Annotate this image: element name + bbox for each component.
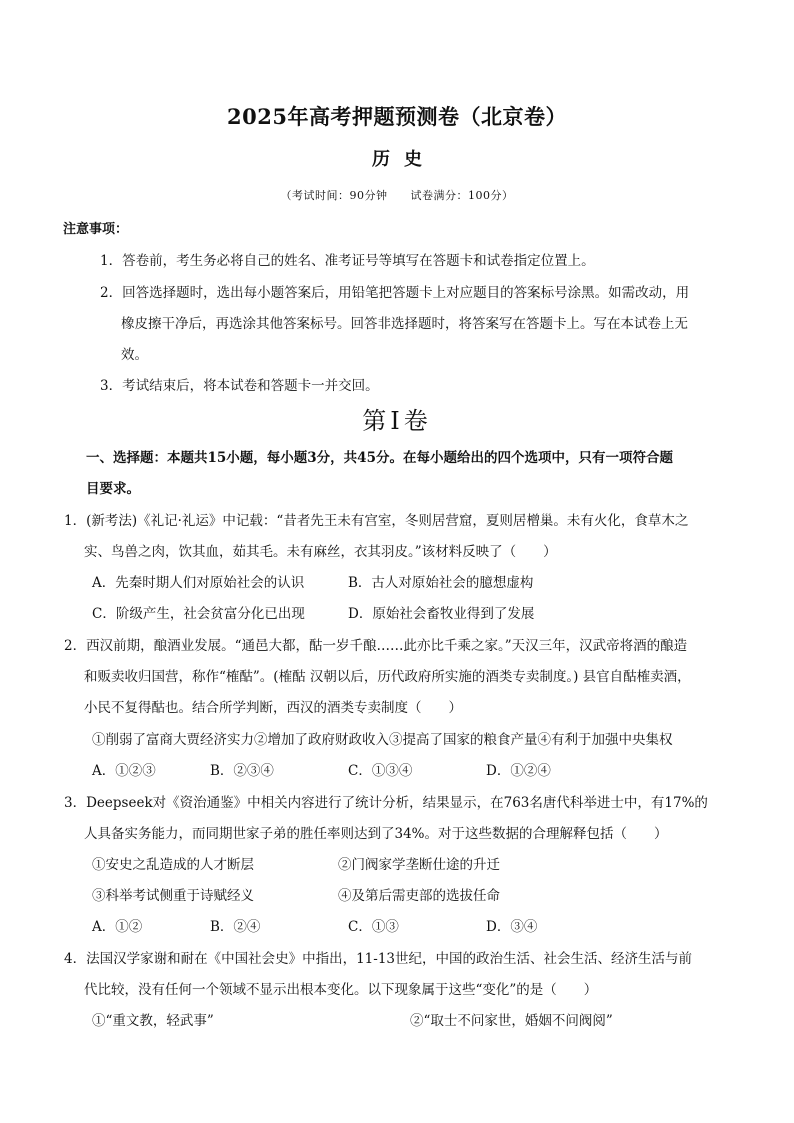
question-2-option-a: A．①②③ <box>92 763 156 779</box>
exam-info: （考试时间：90分钟 试卷满分：100分） <box>280 189 514 202</box>
question-1-line-1: 1．(新考法)《礼记·礼运》中记载：“昔者先王未有宫室，冬则居营窟，夏则居橧巢。未有火化，食草木之 <box>64 513 689 529</box>
section-instruction: 一、选择题：本题共15小题，每小题3分，共45分。在每小题给出的四个选项中，只有一项符合题 <box>86 450 673 466</box>
question-3-option-a: A．①② <box>92 919 143 935</box>
question-4-statement-2: ②“取士不问家世，婚姻不问阀阅” <box>410 1013 613 1029</box>
question-2-line-2: 和贩卖收归国营，称作“榷酤”。(榷酤 汉朝以后，历代政府所实施的酒类专卖制度。) 县官自酤榷卖酒， <box>84 669 691 685</box>
question-3-statement-2: ②门阀家学垄断仕途的升迁 <box>338 857 500 873</box>
question-3-statement-1: ①安史之乱造成的人才断层 <box>92 857 254 873</box>
question-4-statement-1: ①“重文教，轻武事” <box>92 1013 214 1029</box>
question-3-option-b: B．②④ <box>210 919 261 935</box>
notice-item-1: 1．答卷前，考生务必将自己的姓名、准考证号等填写在答题卡和试卷指定位置上。 <box>100 253 595 269</box>
notice-item-2: 2．回答选择题时，选出每小题答案后，用铅笔把答题卡上对应题目的答案标号涂黑。如需改动，用 <box>100 285 690 301</box>
question-2-option-d: D．①②④ <box>486 763 551 779</box>
section-title: 第Ⅰ卷 <box>362 407 432 435</box>
question-3-line-2: 人具备实务能力，而同期世家子弟的胜任率则达到了34%。对于这些数据的合理解释包括（ ） <box>84 826 668 842</box>
section-instruction-cont: 目要求。 <box>86 481 140 497</box>
notice-item-2-end: 效。 <box>121 347 148 363</box>
notice-heading: 注意事项： <box>63 222 129 237</box>
question-2-option-c: C．①③④ <box>348 763 413 779</box>
question-1-option-c: C．阶级产生，社会贫富分化已出现 <box>92 606 305 622</box>
notice-item-3: 3．考试结束后，将本试卷和答题卡一并交回。 <box>100 378 379 394</box>
question-4-line-2: 代比较，没有任何一个领域不显示出根本变化。以下现象属于这些“变化”的是（ ） <box>84 982 598 998</box>
question-3-statement-3: ③科举考试侧重于诗赋经义 <box>92 888 254 904</box>
notice-item-2-cont: 橡皮擦干净后，再选涂其他答案标号。回答非选择题时，将答案写在答题卡上。写在本试卷上无 <box>121 316 688 332</box>
question-3-option-c: C．①③ <box>348 919 399 935</box>
question-1-option-b: B．古人对原始社会的臆想虚构 <box>348 575 534 591</box>
question-3-option-d: D．③④ <box>486 919 538 935</box>
question-2-line-3: 小民不复得酤也。结合所学判断，西汉的酒类专卖制度（ ） <box>84 700 462 716</box>
page-title: 2025年高考押题预测卷（北京卷） <box>227 104 567 129</box>
question-1-option-a: A．先秦时期人们对原始社会的认识 <box>92 575 305 591</box>
question-1-option-d: D．原始社会畜牧业得到了发展 <box>348 606 535 622</box>
question-3-line-1: 3．Deepseek对《资治通鉴》中相关内容进行了统计分析，结果显示，在763名唐代科举进士中，有17%的 <box>64 795 708 811</box>
question-2-line-1: 2．西汉前期，酿酒业发展。“通邑大都，酤一岁千酿……此亦比千乘之家。”天汉三年，汉武帝将酒的酿造 <box>64 638 688 654</box>
question-2-option-b: B．②③④ <box>210 763 274 779</box>
question-1-line-2: 实、鸟兽之肉，饮其血，茹其毛。未有麻丝，衣其羽皮。”该材料反映了（ ） <box>84 544 557 560</box>
question-2-statements: ①削弱了富商大贾经济实力②增加了政府财政收入③提高了国家的粮食产量④有利于加强中央集权 <box>92 732 673 748</box>
subject-title: 历史 <box>372 149 436 170</box>
question-3-statement-4: ④及第后需吏部的选拔任命 <box>338 888 500 904</box>
question-4-line-1: 4．法国汉学家谢和耐在《中国社会史》中指出，11-13世纪，中国的政治生活、社会生活、经济生活与前 <box>64 951 693 967</box>
